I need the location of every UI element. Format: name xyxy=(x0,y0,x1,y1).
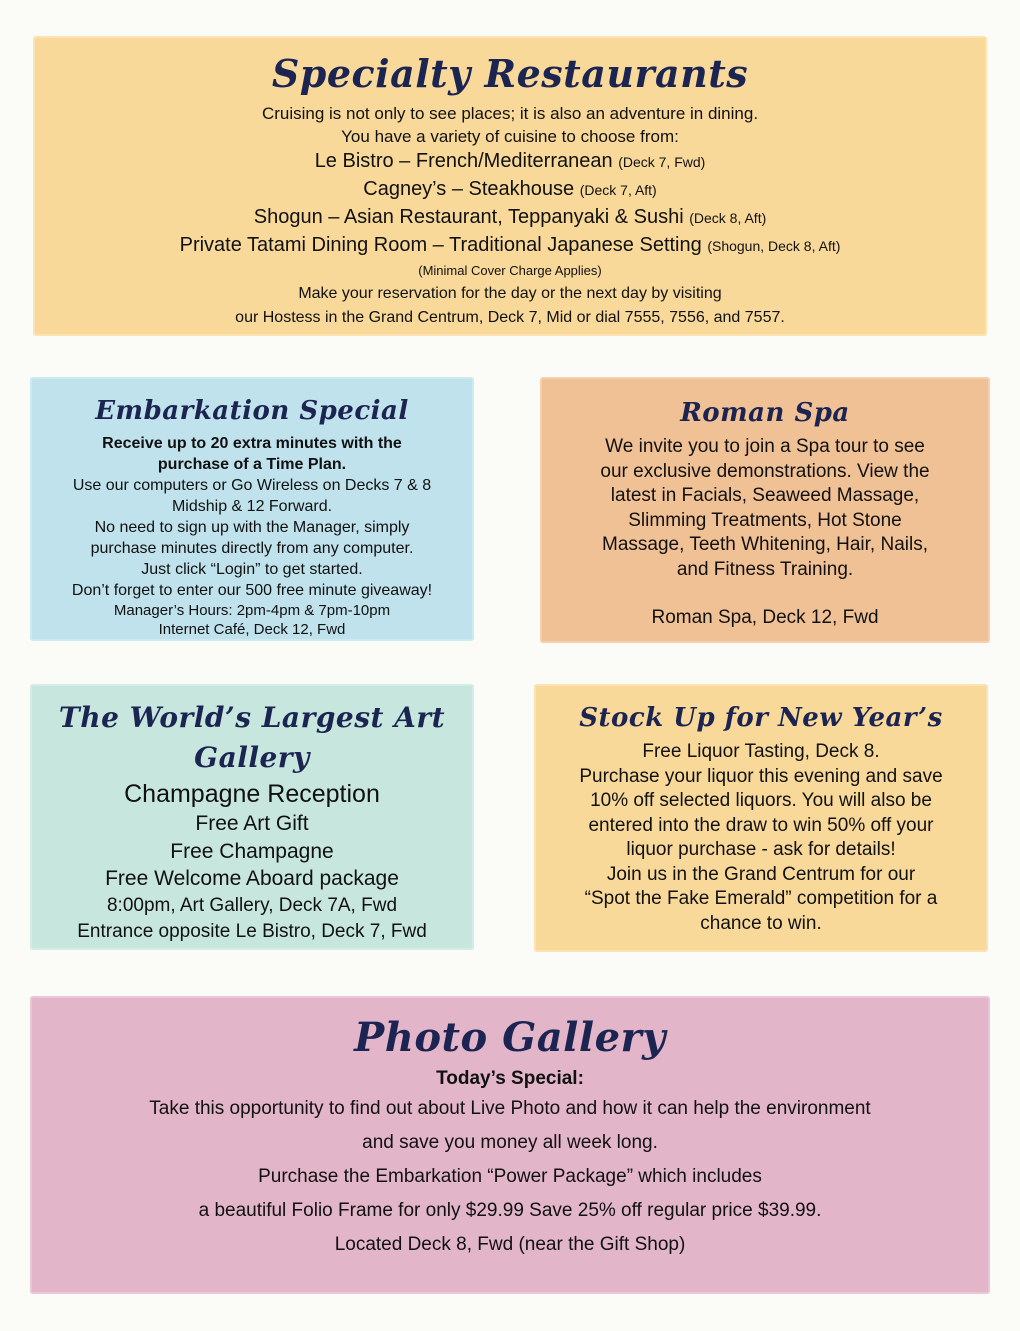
restaurant-name: Shogun – Asian Restaurant, Teppanyaki & Sushi xyxy=(253,206,684,228)
spa-line: latest in Facials, Seaweed Massage, xyxy=(610,485,920,506)
spa-line: Slimming Treatments, Hot Stone xyxy=(628,509,902,531)
art-title-line-2: Gallery xyxy=(194,741,310,774)
photo-line: a beautiful Folio Frame for only $29.99 Save 25% off regular price $39.99. xyxy=(198,1200,822,1221)
stock-title: Stock Up for New Year’s xyxy=(579,703,943,733)
internet-cafe-location: Internet Café, Deck 12, Fwd xyxy=(158,621,346,638)
manager-hours: Manager’s Hours: 2pm-4pm & 7pm-10pm xyxy=(113,602,391,619)
restaurant-item-cagneys xyxy=(33,176,987,204)
restaurant-name: Le Bistro – French/Mediterranean xyxy=(314,150,613,172)
embarkation-special-panel xyxy=(30,377,474,641)
specialty-restaurants-panel xyxy=(33,36,987,336)
stock-line: Join us in the Grand Centrum for our xyxy=(606,863,916,885)
restaurant-location: (Deck 7, Fwd) xyxy=(618,154,706,170)
spa-line: and Fitness Training. xyxy=(676,558,854,580)
cover-charge-note: (Minimal Cover Charge Applies) xyxy=(418,263,602,278)
restaurant-name: Cagney’s – Steakhouse xyxy=(363,178,575,200)
embarkation-line: Just click “Login” to get started. xyxy=(141,561,363,578)
stock-line: entered into the draw to win 50% off your xyxy=(588,814,934,836)
photo-line: Purchase the Embarkation “Power Package” which includes xyxy=(258,1166,762,1187)
restaurant-location: (Shogun, Deck 8, Aft) xyxy=(707,238,841,254)
embarkation-highlight-1: Receive up to 20 extra minutes with the xyxy=(102,435,402,452)
art-entrance: Entrance opposite Le Bistro, Deck 7, Fwd xyxy=(77,920,427,942)
art-subtitle: Champagne Reception xyxy=(124,780,380,808)
photo-line: Take this opportunity to find out about Live Photo and how it can help the environment xyxy=(149,1098,871,1119)
spa-line: Massage, Teeth Whitening, Hair, Nails, xyxy=(602,534,928,555)
roman-spa-panel xyxy=(540,377,990,643)
spa-line: our exclusive demonstrations. View the xyxy=(600,460,930,482)
stock-line: 10% off selected liquors. You will also be xyxy=(590,790,932,811)
restaurants-intro-2: You have a variety of cuisine to choose from: xyxy=(341,127,679,146)
stock-line: Purchase your liquor this evening and save xyxy=(579,765,943,787)
art-item: Free Welcome Aboard package xyxy=(105,867,399,890)
art-title-line-1: The World’s Largest Art xyxy=(58,701,446,734)
restaurant-name: Private Tatami Dining Room – Traditional Japanese Setting xyxy=(179,234,702,256)
art-item: Free Champagne xyxy=(170,839,334,863)
spa-location: Roman Spa, Deck 12, Fwd xyxy=(651,607,879,628)
embarkation-line: Midship & 12 Forward. xyxy=(171,498,333,515)
todays-special-label: Today’s Special: xyxy=(436,1068,584,1089)
reservation-line-1: Make your reservation for the day or the next day by visiting xyxy=(298,285,722,302)
restaurant-location: (Deck 7, Aft) xyxy=(579,182,657,198)
restaurant-item-tatami xyxy=(33,232,987,260)
embarkation-highlight-2: purchase of a Time Plan. xyxy=(157,456,347,473)
photo-line: Located Deck 8, Fwd (near the Gift Shop) xyxy=(334,1234,686,1255)
restaurant-item-shogun xyxy=(33,204,987,232)
restaurants-intro-1: Cruising is not only to see places; it is also an adventure in dining. xyxy=(261,104,759,123)
stock-up-panel xyxy=(534,684,988,952)
embarkation-title: Embarkation Special xyxy=(95,396,409,426)
restaurants-title: Specialty Restaurants xyxy=(271,51,749,96)
stock-line: liquor purchase - ask for details! xyxy=(626,839,896,860)
embarkation-line: No need to sign up with the Manager, simply xyxy=(94,519,410,536)
spa-line: We invite you to join a Spa tour to see xyxy=(605,436,925,457)
stock-line: Free Liquor Tasting, Deck 8. xyxy=(642,741,880,762)
photo-gallery-panel xyxy=(30,996,990,1294)
photo-line: and save you money all week long. xyxy=(362,1132,658,1153)
embarkation-line: purchase minutes directly from any computer. xyxy=(90,540,414,557)
art-gallery-panel xyxy=(30,684,474,950)
restaurant-item-le-bistro xyxy=(33,148,987,176)
embarkation-line: Use our computers or Go Wireless on Decks 7 & 8 xyxy=(72,477,432,494)
photo-title: Photo Gallery xyxy=(354,1014,666,1061)
art-time-location: 8:00pm, Art Gallery, Deck 7A, Fwd xyxy=(106,894,398,916)
stock-line: chance to win. xyxy=(700,912,822,934)
reservation-line-2: our Hostess in the Grand Centrum, Deck 7, Mid or dial 7555, 7556, and 7557. xyxy=(235,309,785,326)
embarkation-line: Don’t forget to enter our 500 free minute giveaway! xyxy=(71,582,433,599)
restaurant-location: (Deck 8, Aft) xyxy=(689,210,767,226)
stock-line: “Spot the Fake Emerald” competition for a xyxy=(584,888,938,909)
art-item: Free Art Gift xyxy=(195,812,309,835)
spa-title: Roman Spa xyxy=(680,398,850,428)
